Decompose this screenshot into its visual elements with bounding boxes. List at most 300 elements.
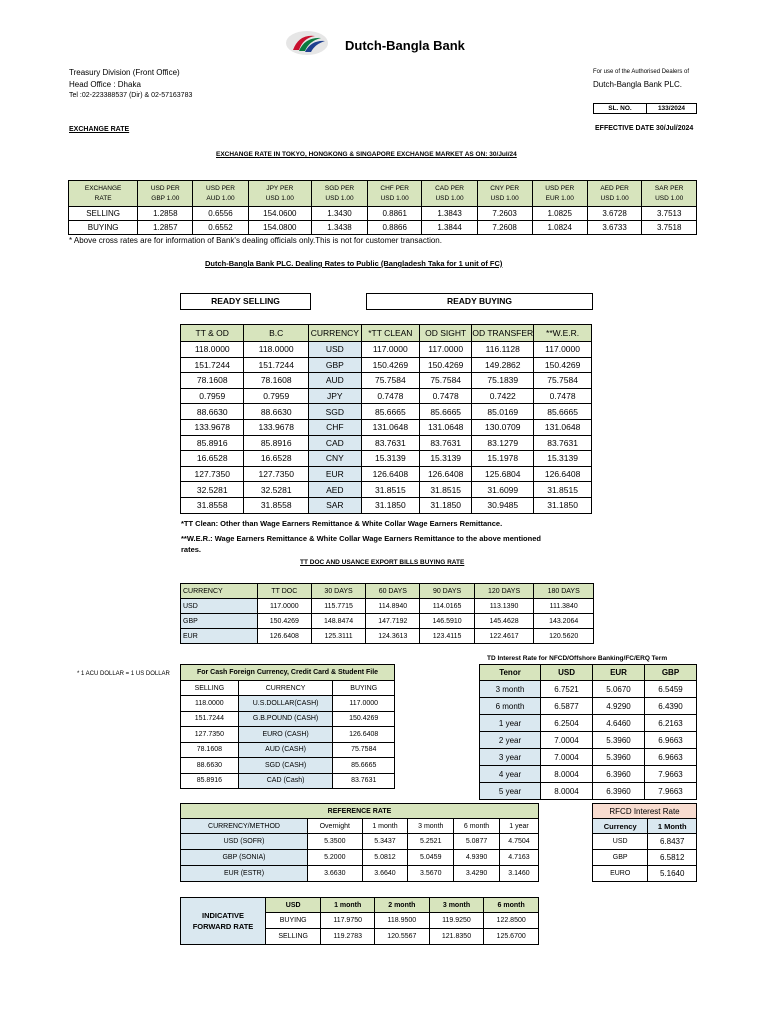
tt-doc-header-row bbox=[181, 584, 594, 599]
rate-cell: 85.8916 bbox=[244, 435, 308, 451]
reference-row bbox=[181, 866, 539, 882]
rate-cell: 83.7631 bbox=[333, 773, 395, 789]
rate-cell: 5.2521 bbox=[408, 834, 454, 850]
rate-cell: 123.4115 bbox=[420, 629, 474, 644]
dealing-header-cell: OD TRANSFER bbox=[472, 325, 534, 342]
rate-cell: 117.0000 bbox=[534, 342, 592, 358]
reference-header-row bbox=[181, 819, 539, 834]
tenor-cell: 3 month bbox=[480, 681, 541, 698]
rate-cell: 117.0000 bbox=[257, 599, 311, 614]
cross-rates-table bbox=[68, 180, 697, 235]
rate-cell: 8.0004 bbox=[541, 783, 593, 800]
cash-row bbox=[181, 711, 395, 727]
exchange-rate-title: EXCHANGE RATE bbox=[69, 126, 130, 133]
rate-cell: 7.9663 bbox=[645, 783, 697, 800]
reference-rate-table bbox=[180, 803, 539, 882]
cross-rates-cell: 1.3844 bbox=[422, 221, 477, 235]
effective-date: EFFECTIVE DATE 30/Jul/2024 bbox=[595, 125, 694, 132]
cross-rates-header-cell bbox=[193, 181, 248, 207]
rate-cell: 78.1608 bbox=[244, 373, 308, 389]
cross-rates-cell: 1.0824 bbox=[532, 221, 587, 235]
rate-cell: 0.7478 bbox=[361, 388, 419, 404]
header-line: USD 1.00 bbox=[600, 194, 629, 202]
market-date: 30/Jul/24 bbox=[489, 151, 517, 158]
cross-rates-header-cell bbox=[138, 181, 193, 207]
rate-cell: 114.8940 bbox=[366, 599, 420, 614]
rate-cell: 75.1839 bbox=[472, 373, 534, 389]
bank-logo bbox=[285, 30, 329, 56]
rate-cell: 85.6665 bbox=[361, 404, 419, 420]
cross-rates-cell: 0.6556 bbox=[193, 207, 248, 221]
rate-cell: 75.7584 bbox=[333, 742, 395, 758]
rate-cell: 7.9663 bbox=[645, 766, 697, 783]
rfcd-row bbox=[593, 834, 697, 850]
telephone: Tel :02-223388537 (Dir) & 02-57163783 bbox=[69, 92, 193, 99]
cash-row bbox=[181, 727, 395, 743]
tenor-cell: 6 month bbox=[480, 698, 541, 715]
header-line: AUD 1.00 bbox=[206, 194, 235, 202]
direction-cell: BUYING bbox=[266, 913, 321, 929]
rate-cell: 6.9663 bbox=[645, 749, 697, 766]
currency-code-cell: SAR bbox=[308, 497, 361, 513]
cross-rates-cell: BUYING bbox=[69, 221, 138, 235]
rate-cell: 85.6665 bbox=[534, 404, 592, 420]
rate-cell: 88.6630 bbox=[181, 404, 244, 420]
rate-cell: 6.5812 bbox=[648, 850, 697, 866]
dealing-row bbox=[181, 404, 592, 420]
tenor-cell: 3 year bbox=[480, 749, 541, 766]
rate-cell: 127.7350 bbox=[244, 466, 308, 482]
rate-cell: 3.1460 bbox=[499, 866, 538, 882]
rate-cell: 5.0812 bbox=[362, 850, 408, 866]
rate-cell: 151.7244 bbox=[181, 357, 244, 373]
currency-code-cell: USD bbox=[308, 342, 361, 358]
rate-cell: 126.6408 bbox=[257, 629, 311, 644]
tenor-cell: 5 year bbox=[480, 783, 541, 800]
rate-cell: 3.5670 bbox=[408, 866, 454, 882]
rate-cell: 0.7422 bbox=[472, 388, 534, 404]
rate-cell: 83.1279 bbox=[472, 435, 534, 451]
reference-row bbox=[181, 834, 539, 850]
cross-rates-row bbox=[69, 221, 697, 235]
rate-cell: 78.1608 bbox=[181, 742, 239, 758]
tt-doc-table bbox=[180, 583, 594, 644]
rfcd-header-cell: 1 Month bbox=[648, 819, 697, 834]
rate-cell: 6.9663 bbox=[645, 732, 697, 749]
tenor-cell: 1 year bbox=[480, 715, 541, 732]
rate-cell: 115.7715 bbox=[311, 599, 365, 614]
rate-cell: 150.4269 bbox=[257, 614, 311, 629]
rate-cell: 119.9250 bbox=[429, 913, 484, 929]
rate-cell: 5.1640 bbox=[648, 866, 697, 882]
tt-doc-row bbox=[181, 629, 594, 644]
rate-cell: 113.1390 bbox=[474, 599, 534, 614]
rate-cell: 4.6460 bbox=[593, 715, 645, 732]
cross-rates-header-cell bbox=[477, 181, 532, 207]
rate-cell: 126.6408 bbox=[361, 466, 419, 482]
dealing-header-cell: OD SIGHT bbox=[419, 325, 471, 342]
rate-cell: 30.9485 bbox=[472, 497, 534, 513]
rate-cell: 150.4269 bbox=[333, 711, 395, 727]
td-header-cell: EUR bbox=[593, 665, 645, 681]
acu-note: * 1 ACU DOLLAR = 1 US DOLLAR bbox=[77, 671, 170, 677]
rate-cell: 3.6630 bbox=[308, 866, 363, 882]
rate-cell: 151.7244 bbox=[244, 357, 308, 373]
rate-cell: 122.8500 bbox=[484, 913, 539, 929]
header-line: AED PER bbox=[600, 184, 629, 192]
reference-title: REFERENCE RATE bbox=[181, 804, 539, 819]
tt-doc-header-cell: CURRENCY bbox=[181, 584, 258, 599]
dealing-header-row bbox=[181, 325, 592, 342]
cross-rates-header-cell bbox=[642, 181, 697, 207]
currency-cell: AUD (CASH) bbox=[238, 742, 333, 758]
head-office: Head Office : Dhaka bbox=[69, 80, 141, 89]
currency-code-cell: CHF bbox=[308, 419, 361, 435]
dealing-header-cell: *TT CLEAN bbox=[361, 325, 419, 342]
tenor-cell: 2 year bbox=[480, 732, 541, 749]
rate-cell: 114.0165 bbox=[420, 599, 474, 614]
ready-buying-label: READY BUYING bbox=[366, 293, 593, 310]
rate-cell: 127.7350 bbox=[181, 727, 239, 743]
header-line: CHF PER bbox=[380, 184, 409, 192]
td-row bbox=[480, 732, 697, 749]
header-line: CNY PER bbox=[490, 184, 520, 192]
rate-cell: 149.2862 bbox=[472, 357, 534, 373]
cross-rates-header-row bbox=[69, 181, 697, 207]
cross-rates-cell: 7.2603 bbox=[477, 207, 532, 221]
rate-cell: 125.6804 bbox=[472, 466, 534, 482]
cross-rates-cell: 154.0800 bbox=[248, 221, 311, 235]
rate-cell: 0.7478 bbox=[419, 388, 471, 404]
cross-rates-cell: 0.8861 bbox=[367, 207, 422, 221]
rate-cell: 125.6700 bbox=[484, 929, 539, 945]
rate-cell: 127.7350 bbox=[181, 466, 244, 482]
tt-doc-header-cell: 180 DAYS bbox=[534, 584, 594, 599]
rate-cell: 5.2000 bbox=[308, 850, 363, 866]
forward-header-cell: 2 month bbox=[375, 898, 430, 913]
reference-header-cell: 1 month bbox=[362, 819, 408, 834]
reference-header-cell: 1 year bbox=[499, 819, 538, 834]
rate-cell: 143.2064 bbox=[534, 614, 594, 629]
rate-cell: 117.0000 bbox=[419, 342, 471, 358]
cross-rates-header-cell bbox=[587, 181, 642, 207]
rate-cell: 126.6408 bbox=[333, 727, 395, 743]
cross-rates-cell: 3.6728 bbox=[587, 207, 642, 221]
header-line: USD 1.00 bbox=[490, 194, 519, 202]
rate-cell: 15.3139 bbox=[534, 451, 592, 467]
cash-rates-table bbox=[180, 664, 395, 789]
currency-cell: G.B.POUND (CASH) bbox=[238, 711, 333, 727]
dealing-row bbox=[181, 342, 592, 358]
currency-code-cell: SGD bbox=[308, 404, 361, 420]
cross-rates-cell: 1.3843 bbox=[422, 207, 477, 221]
currency-cell: USD bbox=[181, 599, 258, 614]
currency-cell: SGD (CASH) bbox=[238, 758, 333, 774]
rate-cell: 131.0648 bbox=[534, 419, 592, 435]
dealing-row bbox=[181, 435, 592, 451]
rate-cell: 7.0004 bbox=[541, 732, 593, 749]
rate-cell: 88.6630 bbox=[244, 404, 308, 420]
rate-cell: 145.4628 bbox=[474, 614, 534, 629]
cross-rates-cell: SELLING bbox=[69, 207, 138, 221]
forward-header-cell: USD bbox=[266, 898, 321, 913]
currency-code-cell: JPY bbox=[308, 388, 361, 404]
rate-cell: 146.5910 bbox=[420, 614, 474, 629]
rate-cell: 117.0000 bbox=[361, 342, 419, 358]
currency-code-cell: EUR bbox=[308, 466, 361, 482]
dealing-row bbox=[181, 373, 592, 389]
td-row bbox=[480, 698, 697, 715]
cash-title: For Cash Foreign Currency, Credit Card & Student File bbox=[181, 665, 395, 681]
header-line: RATE bbox=[94, 194, 112, 202]
cross-rates-header-cell bbox=[69, 181, 138, 207]
market-title-text: EXCHANGE RATE IN TOKYO, HONGKONG & SINGAPORE EXCHANGE MARKET AS ON: bbox=[216, 151, 488, 158]
header-line: USD PER bbox=[206, 184, 235, 192]
rate-cell: 5.3500 bbox=[308, 834, 363, 850]
rate-cell: 6.3960 bbox=[593, 783, 645, 800]
rate-cell: 6.3960 bbox=[593, 766, 645, 783]
serial-number-box bbox=[593, 103, 697, 114]
rate-cell: 31.8515 bbox=[534, 482, 592, 498]
td-interest-table bbox=[479, 664, 697, 800]
dealing-header-cell: **W.E.R. bbox=[534, 325, 592, 342]
rate-cell: 6.7521 bbox=[541, 681, 593, 698]
forward-label-line: FORWARD RATE bbox=[192, 922, 254, 931]
tt-doc-header-cell: 60 DAYS bbox=[366, 584, 420, 599]
rate-cell: 6.5877 bbox=[541, 698, 593, 715]
rate-cell: 7.0004 bbox=[541, 749, 593, 766]
cross-rates-header-cell bbox=[532, 181, 587, 207]
cross-rates-cell: 3.7518 bbox=[642, 221, 697, 235]
rate-cell: 31.6099 bbox=[472, 482, 534, 498]
rate-cell: 32.5281 bbox=[181, 482, 244, 498]
rate-cell: 120.5620 bbox=[534, 629, 594, 644]
cross-rates-cell: 3.7513 bbox=[642, 207, 697, 221]
rate-cell: 0.7959 bbox=[244, 388, 308, 404]
td-interest-title: TD Interest Rate for NFCD/Offshore Banking/FC/ERQ Term bbox=[487, 655, 668, 662]
dealing-row bbox=[181, 419, 592, 435]
currency-cell: U.S.DOLLAR(CASH) bbox=[238, 696, 333, 712]
rate-cell: 126.6408 bbox=[534, 466, 592, 482]
rate-cell: 32.5281 bbox=[244, 482, 308, 498]
rate-cell: 5.3960 bbox=[593, 749, 645, 766]
tenor-cell: 4 year bbox=[480, 766, 541, 783]
rate-cell: 130.0709 bbox=[472, 419, 534, 435]
cross-rates-header-cell bbox=[422, 181, 477, 207]
rate-cell: 147.7192 bbox=[366, 614, 420, 629]
rate-cell: 126.6408 bbox=[419, 466, 471, 482]
header-line: USD 1.00 bbox=[435, 194, 464, 202]
rate-cell: 5.0459 bbox=[408, 850, 454, 866]
reference-row bbox=[181, 850, 539, 866]
td-row bbox=[480, 766, 697, 783]
tt-doc-header-cell: 120 DAYS bbox=[474, 584, 534, 599]
rate-cell: 111.3840 bbox=[534, 599, 594, 614]
rate-cell: 85.6665 bbox=[419, 404, 471, 420]
td-header-row bbox=[480, 665, 697, 681]
dealing-header-cell: TT & OD bbox=[181, 325, 244, 342]
rate-cell: 148.8474 bbox=[311, 614, 365, 629]
cross-rates-header-cell bbox=[248, 181, 311, 207]
rfcd-rate-table bbox=[592, 803, 697, 882]
rate-cell: 31.8558 bbox=[244, 497, 308, 513]
currency-cell: GBP bbox=[181, 614, 258, 629]
dealing-rates-table bbox=[180, 324, 592, 514]
logo-emblem-icon bbox=[285, 30, 329, 56]
rate-cell: 118.9500 bbox=[375, 913, 430, 929]
currency-code-cell: CNY bbox=[308, 451, 361, 467]
cross-rates-row bbox=[69, 207, 697, 221]
cash-row bbox=[181, 773, 395, 789]
dealing-row bbox=[181, 482, 592, 498]
rate-cell: 5.0670 bbox=[593, 681, 645, 698]
cash-header-cell: CURRENCY bbox=[238, 681, 333, 696]
cash-title-row bbox=[181, 665, 395, 681]
rate-cell: 6.8437 bbox=[648, 834, 697, 850]
cross-rates-header-cell bbox=[312, 181, 368, 207]
forward-label-line: INDICATIVE bbox=[202, 911, 244, 920]
rate-cell: 117.0000 bbox=[333, 696, 395, 712]
rate-cell: 8.0004 bbox=[541, 766, 593, 783]
rate-cell: 31.1850 bbox=[419, 497, 471, 513]
header-line: SGD PER bbox=[324, 184, 355, 192]
rate-cell: 150.4269 bbox=[534, 357, 592, 373]
rate-cell: 118.0000 bbox=[244, 342, 308, 358]
cross-rates-cell: 1.2857 bbox=[138, 221, 193, 235]
rate-cell: 4.7163 bbox=[499, 850, 538, 866]
cross-rates-cell: 154.0600 bbox=[248, 207, 311, 221]
cross-rates-note: * Above cross rates are for information of Bank's dealing officials only.This is not for customer transaction. bbox=[69, 236, 442, 245]
td-row bbox=[480, 715, 697, 732]
dealing-row bbox=[181, 357, 592, 373]
rate-cell: 85.8916 bbox=[181, 773, 239, 789]
rate-cell: 117.9750 bbox=[321, 913, 375, 929]
rfcd-header-row bbox=[593, 819, 697, 834]
rate-cell: 31.1850 bbox=[534, 497, 592, 513]
td-row bbox=[480, 681, 697, 698]
rate-cell: 3.6640 bbox=[362, 866, 408, 882]
rate-cell: 16.6528 bbox=[181, 451, 244, 467]
header-line: USD PER bbox=[545, 184, 575, 192]
rate-cell: 83.7631 bbox=[419, 435, 471, 451]
rate-cell: 5.3437 bbox=[362, 834, 408, 850]
currency-cell: EURO bbox=[593, 866, 648, 882]
forward-header-row bbox=[181, 898, 539, 913]
rate-cell: 0.7959 bbox=[181, 388, 244, 404]
rate-cell: 5.0877 bbox=[454, 834, 500, 850]
rate-cell: 0.7478 bbox=[534, 388, 592, 404]
tt-doc-title: TT DOC AND USANCE EXPORT BILLS BUYING RATE bbox=[300, 559, 465, 566]
rate-cell: 6.2163 bbox=[645, 715, 697, 732]
direction-cell: SELLING bbox=[266, 929, 321, 945]
rate-cell: 4.9290 bbox=[593, 698, 645, 715]
rate-cell: 6.2504 bbox=[541, 715, 593, 732]
rate-cell: 88.6630 bbox=[181, 758, 239, 774]
rate-cell: 5.3960 bbox=[593, 732, 645, 749]
rate-cell: 78.1608 bbox=[181, 373, 244, 389]
rate-cell: 116.1128 bbox=[472, 342, 534, 358]
rate-cell: 85.6665 bbox=[333, 758, 395, 774]
rate-cell: 31.8515 bbox=[419, 482, 471, 498]
rate-cell: 75.7584 bbox=[419, 373, 471, 389]
market-title bbox=[216, 151, 517, 158]
forward-rate-table bbox=[180, 897, 539, 945]
rate-cell: 118.0000 bbox=[181, 342, 244, 358]
rfcd-row bbox=[593, 850, 697, 866]
rate-cell: 120.5567 bbox=[375, 929, 430, 945]
header-line: USD 1.00 bbox=[265, 194, 294, 202]
rate-cell: 150.4269 bbox=[361, 357, 419, 373]
currency-cell: GBP bbox=[593, 850, 648, 866]
tt-doc-header-cell: 30 DAYS bbox=[311, 584, 365, 599]
td-header-cell: USD bbox=[541, 665, 593, 681]
dealing-title: Dutch-Bangla Bank PLC. Dealing Rates to Public (Bangladesh Taka for 1 unit of FC) bbox=[205, 259, 503, 268]
rate-cell: 83.7631 bbox=[534, 435, 592, 451]
cash-row bbox=[181, 742, 395, 758]
rate-cell: 85.0169 bbox=[472, 404, 534, 420]
rate-cell: 15.3139 bbox=[419, 451, 471, 467]
rate-cell: 121.8350 bbox=[429, 929, 484, 945]
rate-cell: 31.8558 bbox=[181, 497, 244, 513]
division-name: Treasury Division (Front Office) bbox=[69, 68, 180, 77]
header-line: USD 1.00 bbox=[655, 194, 684, 202]
header-line: USD 1.00 bbox=[380, 194, 409, 202]
tt-doc-row bbox=[181, 614, 594, 629]
sl-label: SL. NO. bbox=[594, 104, 647, 114]
rate-cell: 133.9678 bbox=[181, 419, 244, 435]
dealing-row bbox=[181, 497, 592, 513]
bank-name: Dutch-Bangla Bank bbox=[345, 38, 465, 53]
reference-title-row bbox=[181, 804, 539, 819]
rate-cell: 4.7504 bbox=[499, 834, 538, 850]
rate-cell: 16.6528 bbox=[244, 451, 308, 467]
cash-header-cell: SELLING bbox=[181, 681, 239, 696]
header-line: SAR PER bbox=[654, 184, 684, 192]
rate-cell: 75.7584 bbox=[361, 373, 419, 389]
note-wer-line2: rates. bbox=[181, 545, 202, 554]
cross-rates-cell: 1.3438 bbox=[312, 221, 368, 235]
cross-rates-cell: 0.8866 bbox=[367, 221, 422, 235]
dealing-row bbox=[181, 451, 592, 467]
rate-cell: 6.4390 bbox=[645, 698, 697, 715]
sl-value: 133/2024 bbox=[647, 104, 697, 114]
rate-cell: 15.3139 bbox=[361, 451, 419, 467]
rate-cell: 125.3111 bbox=[311, 629, 365, 644]
authorised-bank: Dutch-Bangla Bank PLC. bbox=[593, 80, 682, 89]
rate-cell: 131.0648 bbox=[361, 419, 419, 435]
rate-cell: 83.7631 bbox=[361, 435, 419, 451]
cross-rates-cell: 1.3430 bbox=[312, 207, 368, 221]
rfcd-title: RFCD Interest Rate bbox=[593, 804, 697, 819]
currency-cell: EURO (CASH) bbox=[238, 727, 333, 743]
currency-cell: EUR bbox=[181, 629, 258, 644]
cash-row bbox=[181, 758, 395, 774]
forward-label-cell bbox=[181, 898, 266, 945]
currency-code-cell: AED bbox=[308, 482, 361, 498]
header-line: GBP 1.00 bbox=[151, 194, 180, 202]
note-wer-line1: **W.E.R.: Wage Earners Remittance & White Collar Wage Earners Remittance to the above mentioned bbox=[181, 534, 541, 543]
rate-cell: 118.0000 bbox=[181, 696, 239, 712]
header-line: CAD PER bbox=[435, 184, 464, 192]
currency-code-cell: AUD bbox=[308, 373, 361, 389]
rate-cell: 3.4290 bbox=[454, 866, 500, 882]
forward-header-cell: 3 month bbox=[429, 898, 484, 913]
rate-cell: 119.2783 bbox=[321, 929, 375, 945]
rate-cell: 133.9678 bbox=[244, 419, 308, 435]
rfcd-header-cell: Currency bbox=[593, 819, 648, 834]
td-header-cell: Tenor bbox=[480, 665, 541, 681]
header-line: EXCHANGE bbox=[84, 184, 122, 192]
